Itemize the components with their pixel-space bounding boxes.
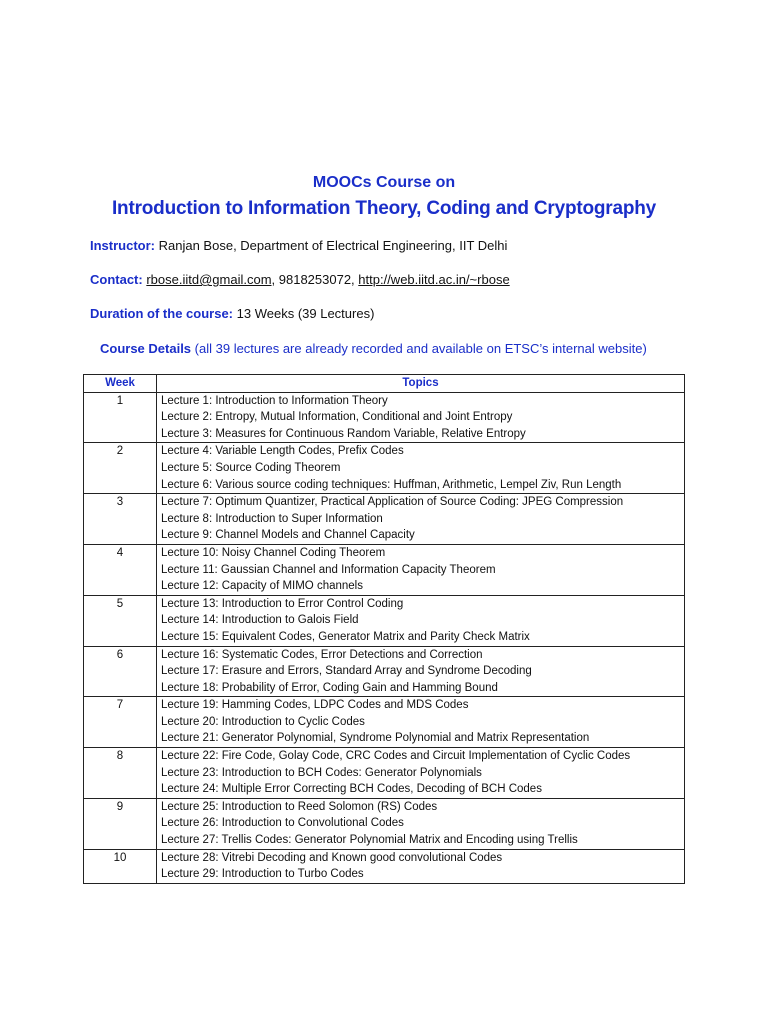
week-number-cell: 8 <box>84 748 157 799</box>
week-number-cell: 3 <box>84 494 157 545</box>
lecture-item: Lecture 6: Various source coding techniques: Huffman, Arithmetic, Lempel Ziv, Run Length <box>161 478 622 491</box>
topics-cell <box>157 646 685 697</box>
week-number-cell: 7 <box>84 697 157 748</box>
lecture-item: Lecture 22: Fire Code, Golay Code, CRC Codes and Circuit Implementation of Cyclic Codes <box>161 750 631 763</box>
table-row <box>84 849 685 883</box>
topics-cell <box>157 544 685 595</box>
contact-email-link[interactable]: rbose.iitd@gmail.com <box>146 272 272 287</box>
duration-line <box>90 305 374 323</box>
contact-website-link[interactable]: http://web.iitd.ac.in/~rbose <box>358 272 510 287</box>
lecture-item: Lecture 24: Multiple Error Correcting BCH Codes, Decoding of BCH Codes <box>161 783 542 796</box>
table-row <box>84 392 685 443</box>
table-row <box>84 494 685 545</box>
table-row <box>84 646 685 697</box>
topics-cell <box>157 697 685 748</box>
topics-cell <box>157 494 685 545</box>
contact-line <box>90 271 510 289</box>
contact-phone: , 9818253072, <box>271 272 359 287</box>
table-body <box>84 392 685 883</box>
table-row <box>84 544 685 595</box>
course-title: Introduction to Information Theory, Coding and Cryptography <box>111 198 657 219</box>
table-header-row <box>84 375 685 393</box>
topics-cell <box>157 748 685 799</box>
lecture-item: Lecture 3: Measures for Continuous Random Variable, Relative Entropy <box>161 427 526 440</box>
lecture-item: Lecture 8: Introduction to Super Information <box>161 512 383 525</box>
lecture-item: Lecture 4: Variable Length Codes, Prefix Codes <box>161 445 404 458</box>
topics-cell <box>157 849 685 883</box>
table-row <box>84 748 685 799</box>
week-column-header: Week <box>84 375 157 393</box>
week-number-cell: 9 <box>84 798 157 849</box>
course-details-label: Course Details <box>100 341 192 356</box>
lecture-item: Lecture 25: Introduction to Reed Solomon (RS) Codes <box>161 800 438 813</box>
table-row <box>84 443 685 494</box>
lecture-item: Lecture 20: Introduction to Cyclic Codes <box>161 715 365 728</box>
week-number-cell: 4 <box>84 544 157 595</box>
lecture-item: Lecture 18: Probability of Error, Coding Gain and Hamming Bound <box>161 681 498 694</box>
lecture-item: Lecture 17: Erasure and Errors, Standard Array and Syndrome Decoding <box>161 665 532 678</box>
lecture-item: Lecture 13: Introduction to Error Control Coding <box>161 597 404 610</box>
lecture-schedule-table <box>83 374 685 884</box>
lecture-item: Lecture 21: Generator Polynomial, Syndrome Polynomial and Matrix Representation <box>161 732 590 745</box>
lecture-item: Lecture 1: Introduction to Information Theory <box>161 394 388 407</box>
week-number-cell: 5 <box>84 595 157 646</box>
topics-cell <box>157 595 685 646</box>
lecture-item: Lecture 19: Hamming Codes, LDPC Codes and MDS Codes <box>161 699 469 712</box>
week-number-cell: 6 <box>84 646 157 697</box>
lecture-item: Lecture 7: Optimum Quantizer, Practical Application of Source Coding: JPEG Compression <box>161 496 624 509</box>
week-number-cell: 2 <box>84 443 157 494</box>
lecture-item: Lecture 12: Capacity of MIMO channels <box>161 580 363 593</box>
table-row <box>84 798 685 849</box>
topics-column-header: Topics <box>157 375 685 393</box>
contact-label: Contact: <box>90 272 143 287</box>
lecture-item: Lecture 14: Introduction to Galois Field <box>161 614 359 627</box>
instructor-label: Instructor: <box>90 238 155 253</box>
lecture-item: Lecture 16: Systematic Codes, Error Detections and Correction <box>161 648 483 661</box>
lecture-item: Lecture 5: Source Coding Theorem <box>161 461 341 474</box>
instructor-line <box>90 237 507 255</box>
duration-label: Duration of the course: <box>90 306 234 321</box>
topics-cell <box>157 392 685 443</box>
lecture-item: Lecture 28: Vitrebi Decoding and Known good convolutional Codes <box>161 851 503 864</box>
course-details-line <box>100 340 647 358</box>
duration-value: 13 Weeks (39 Lectures) <box>236 306 375 321</box>
topics-cell <box>157 798 685 849</box>
lecture-item: Lecture 26: Introduction to Convolutional Codes <box>161 817 404 830</box>
topics-cell <box>157 443 685 494</box>
lecture-item: Lecture 23: Introduction to BCH Codes: Generator Polynomials <box>161 766 482 779</box>
table-row <box>84 595 685 646</box>
lecture-item: Lecture 29: Introduction to Turbo Codes <box>161 868 364 881</box>
week-number-cell: 10 <box>84 849 157 883</box>
course-heading: MOOCs Course on <box>312 174 456 191</box>
lecture-item: Lecture 9: Channel Models and Channel Capacity <box>161 529 415 542</box>
course-details-note: (all 39 lectures are already recorded and available on ETSC’s internal website) <box>194 341 647 356</box>
table-row <box>84 697 685 748</box>
week-number-cell: 1 <box>84 392 157 443</box>
lecture-item: Lecture 27: Trellis Codes: Generator Polynomial Matrix and Encoding using Trellis <box>161 834 578 847</box>
lecture-item: Lecture 15: Equivalent Codes, Generator Matrix and Parity Check Matrix <box>161 630 530 643</box>
instructor-value: Ranjan Bose, Department of Electrical Engineering, IIT Delhi <box>158 238 508 253</box>
lecture-item: Lecture 2: Entropy, Mutual Information, Conditional and Joint Entropy <box>161 411 513 424</box>
lecture-item: Lecture 10: Noisy Channel Coding Theorem <box>161 546 386 559</box>
lecture-item: Lecture 11: Gaussian Channel and Information Capacity Theorem <box>161 563 496 576</box>
